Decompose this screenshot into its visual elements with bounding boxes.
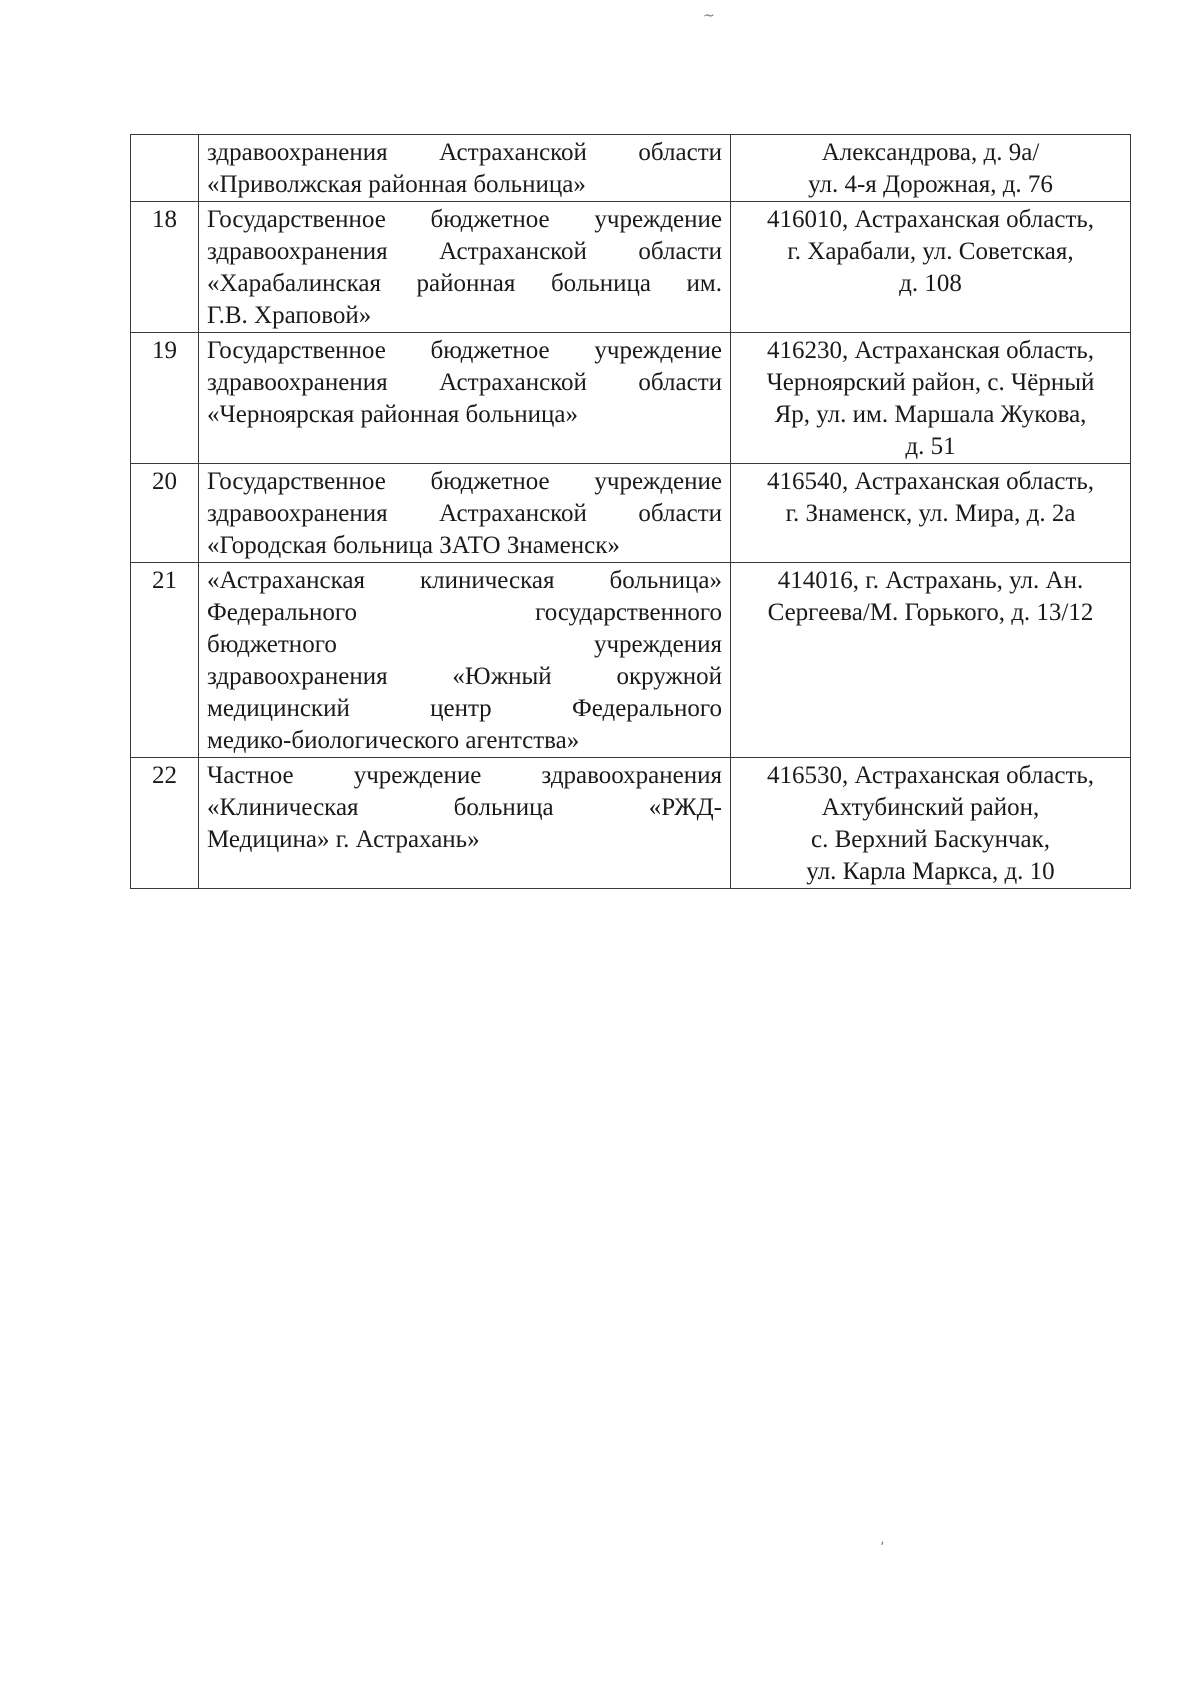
institution-address bbox=[731, 464, 1131, 563]
institution-name bbox=[199, 333, 731, 464]
name-line: Федерального государственного bbox=[207, 599, 722, 626]
address-line: 416230, Астраханская область, bbox=[766, 337, 1095, 364]
table-row bbox=[131, 202, 1131, 333]
name-line: Государственное бюджетное учреждение bbox=[207, 468, 722, 495]
table-row bbox=[131, 135, 1131, 202]
name-line: «Приволжская районная больница» bbox=[207, 171, 586, 198]
institution-address bbox=[731, 333, 1131, 464]
institution-name bbox=[199, 758, 731, 889]
address-line: Александрова, д. 9а/ bbox=[821, 139, 1040, 166]
table-body bbox=[131, 135, 1131, 889]
row-number: 20 bbox=[131, 464, 199, 563]
institution-name bbox=[199, 563, 731, 758]
name-line: Г.В. Храповой» bbox=[207, 302, 372, 329]
row-number: 18 bbox=[131, 202, 199, 333]
table-row bbox=[131, 563, 1131, 758]
table-row bbox=[131, 758, 1131, 889]
institution-name bbox=[199, 135, 731, 202]
name-line: Государственное бюджетное учреждение bbox=[207, 337, 722, 364]
row-number bbox=[131, 135, 199, 202]
row-number: 19 bbox=[131, 333, 199, 464]
institution-address bbox=[731, 563, 1131, 758]
address-line: д. 108 bbox=[899, 270, 962, 297]
address-line: г. Знаменск, ул. Мира, д. 2а bbox=[785, 500, 1076, 527]
table-row bbox=[131, 333, 1131, 464]
scan-speck: ~ bbox=[703, 8, 715, 24]
name-line: Государственное бюджетное учреждение bbox=[207, 206, 722, 233]
address-line: ул. Карла Маркса, д. 10 bbox=[806, 858, 1055, 885]
address-line: 414016, г. Астрахань, ул. Ан. bbox=[777, 567, 1084, 594]
name-line: медико-биологического агентства» bbox=[207, 727, 580, 754]
institution-address bbox=[731, 135, 1131, 202]
row-number: 21 bbox=[131, 563, 199, 758]
address-line: с. Верхний Баскунчак, bbox=[810, 826, 1051, 853]
address-line: Ахтубинский район, bbox=[821, 794, 1040, 821]
name-line: здравоохранения Астраханской области bbox=[207, 369, 722, 396]
institution-address bbox=[731, 202, 1131, 333]
name-line: Частное учреждение здравоохранения bbox=[207, 762, 722, 789]
address-line: Черноярский район, с. Чёрный bbox=[766, 369, 1095, 396]
address-line: д. 51 bbox=[905, 433, 956, 460]
name-line: бюджетного учреждения bbox=[207, 631, 722, 658]
address-line: 416010, Астраханская область, bbox=[766, 206, 1095, 233]
name-line: здравоохранения Астраханской области bbox=[207, 500, 722, 527]
institution-name bbox=[199, 202, 731, 333]
name-line: «Харабалинская районная больница им. bbox=[207, 270, 722, 297]
address-line: 416540, Астраханская область, bbox=[766, 468, 1095, 495]
institutions-table bbox=[130, 134, 1131, 889]
scan-speck: ʼ bbox=[880, 1540, 885, 1556]
table-row bbox=[131, 464, 1131, 563]
address-line: Яр, ул. им. Маршала Жукова, bbox=[774, 401, 1087, 428]
name-line: «Городская больница ЗАТО Знаменск» bbox=[207, 532, 620, 559]
institution-address bbox=[731, 758, 1131, 889]
name-line: медицинский центр Федерального bbox=[207, 695, 722, 722]
address-line: 416530, Астраханская область, bbox=[766, 762, 1095, 789]
institution-name bbox=[199, 464, 731, 563]
name-line: «Клиническая больница «РЖД- bbox=[207, 794, 722, 821]
name-line: Медицина» г. Астрахань» bbox=[207, 826, 480, 853]
name-line: здравоохранения «Южный окружной bbox=[207, 663, 722, 690]
name-line: здравоохранения Астраханской области bbox=[207, 139, 722, 166]
name-line: здравоохранения Астраханской области bbox=[207, 238, 722, 265]
row-number: 22 bbox=[131, 758, 199, 889]
institutions-table-container bbox=[130, 134, 1130, 889]
name-line: «Астраханская клиническая больница» bbox=[207, 567, 722, 594]
address-line: г. Харабали, ул. Советская, bbox=[787, 238, 1074, 265]
address-line: ул. 4-я Дорожная, д. 76 bbox=[808, 171, 1053, 198]
address-line: Сергеева/М. Горького, д. 13/12 bbox=[767, 599, 1094, 626]
name-line: «Черноярская районная больница» bbox=[207, 401, 579, 428]
